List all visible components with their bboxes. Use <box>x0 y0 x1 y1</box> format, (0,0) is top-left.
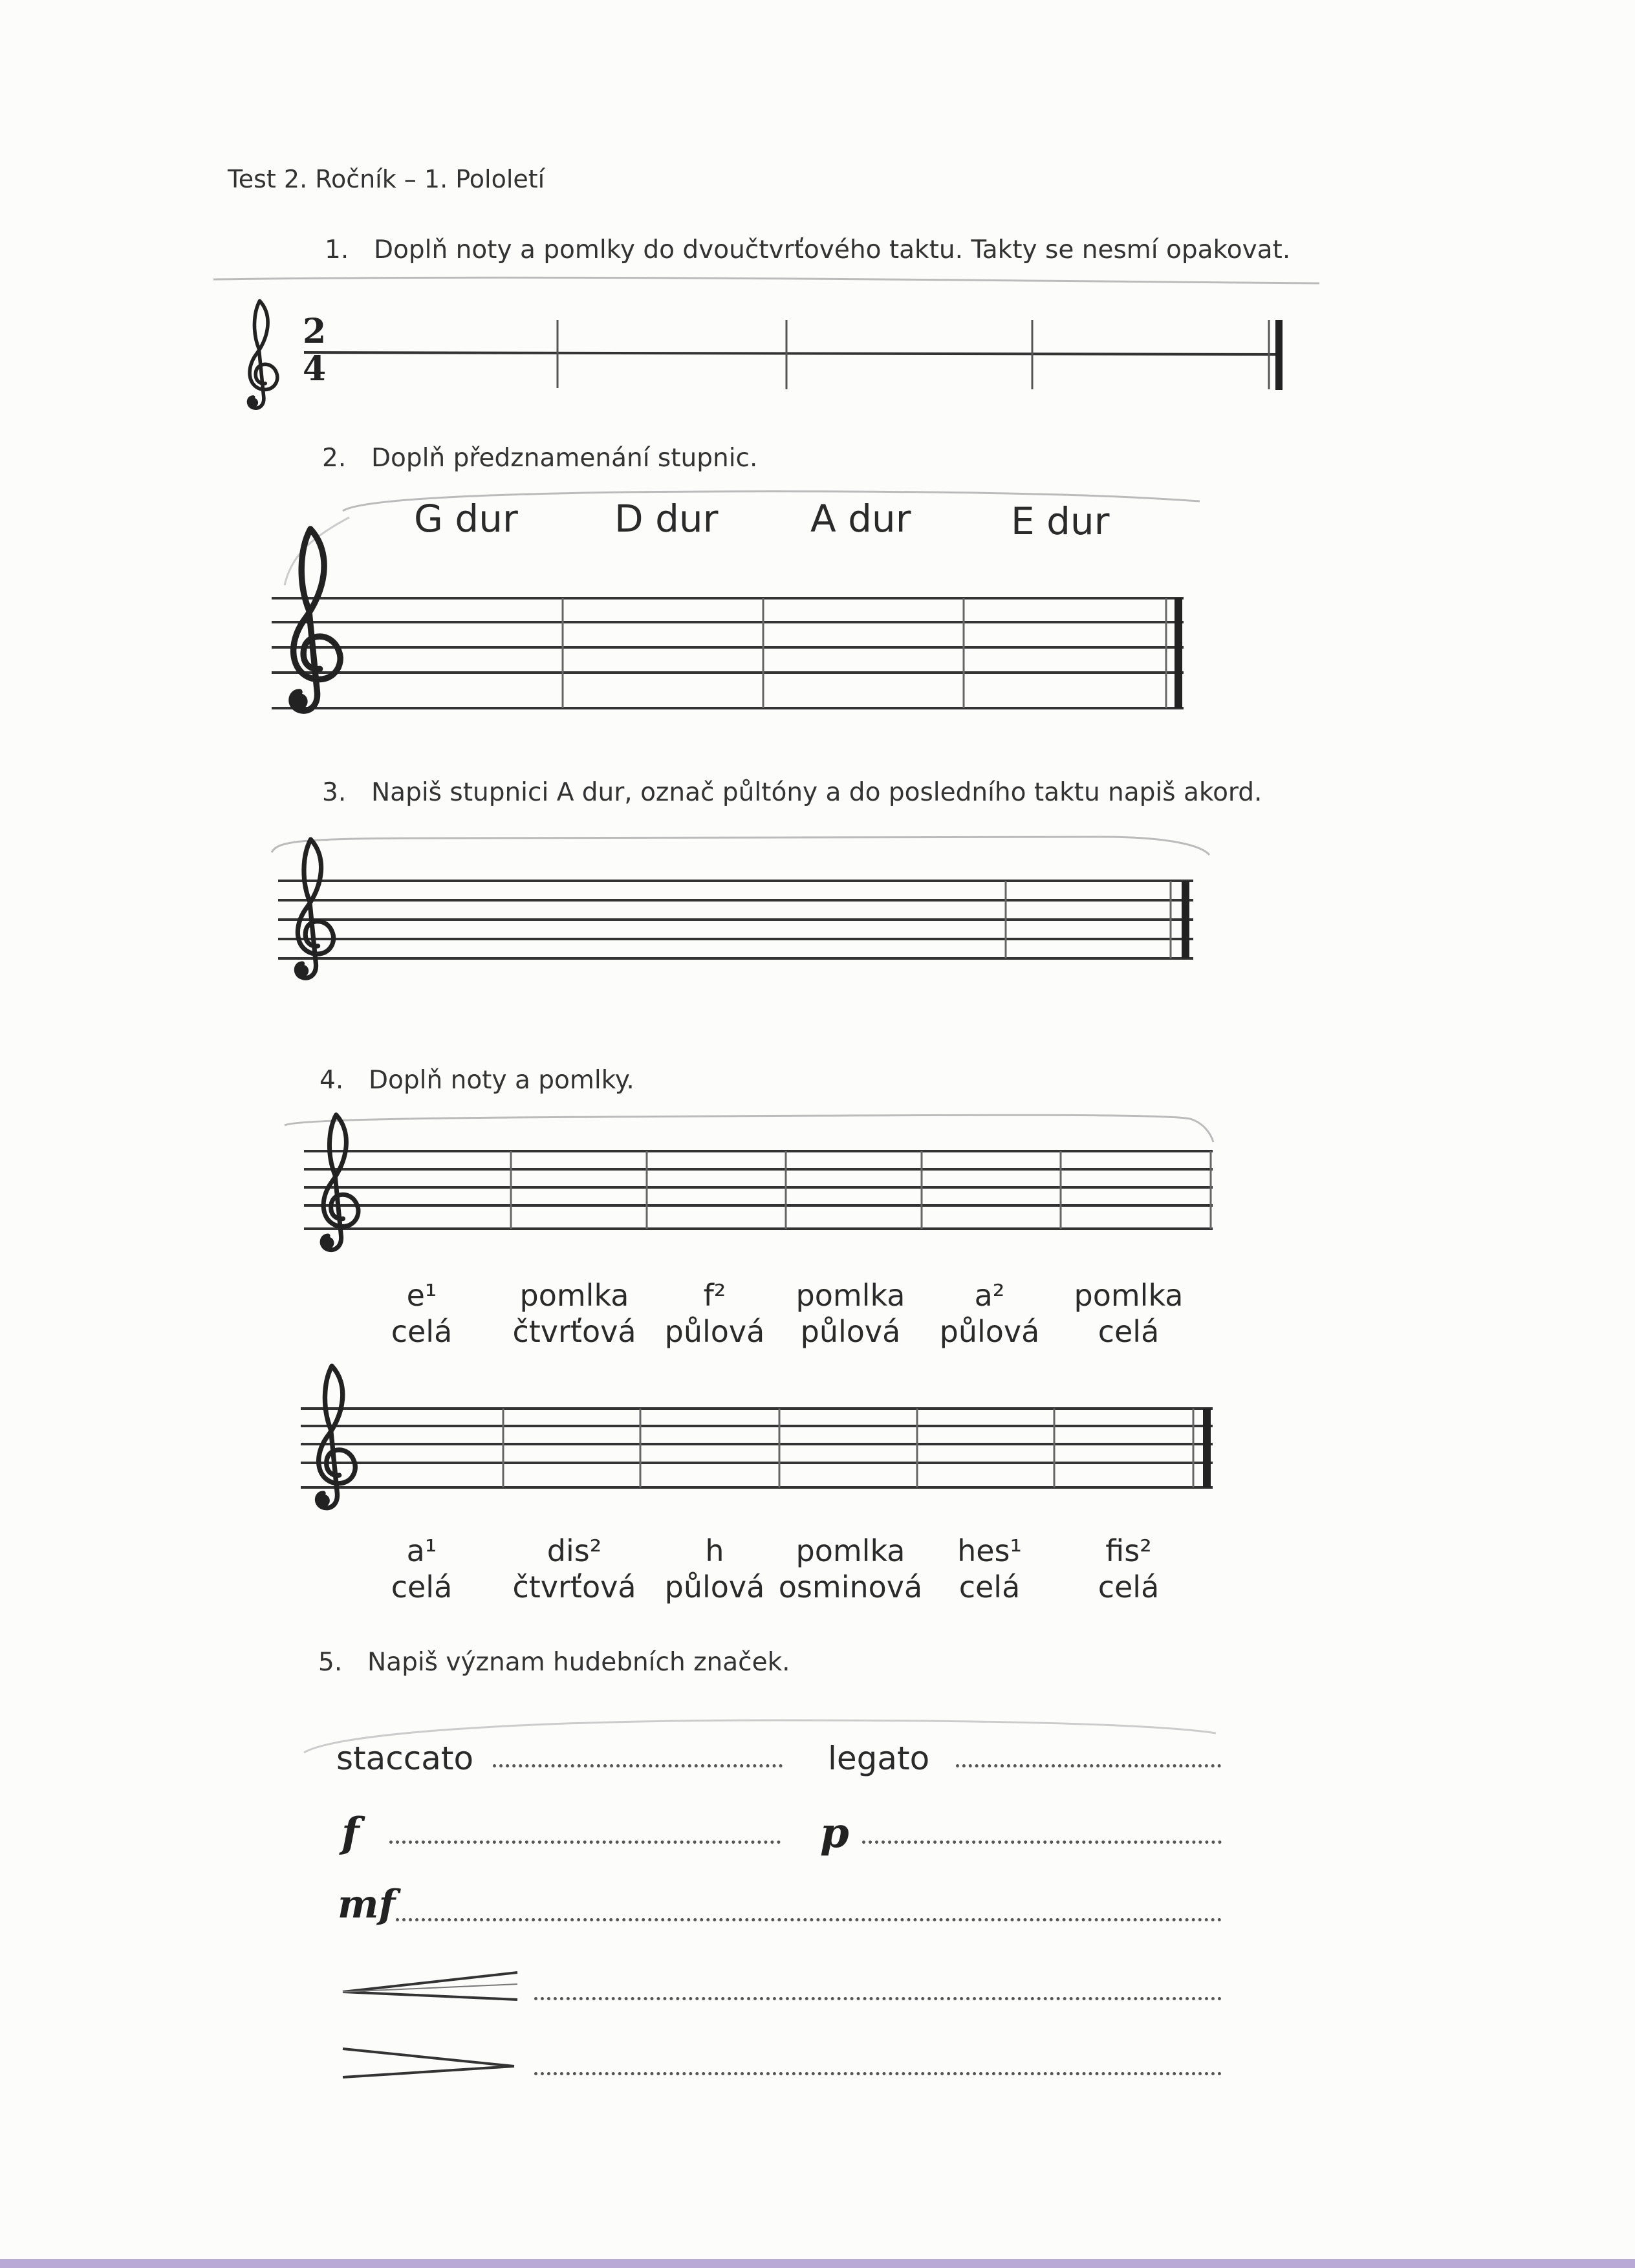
q3-text: Napiš stupnici A dur, označ půltóny a do posledního taktu napiš akord. <box>371 778 1262 807</box>
crescendo-answer-line[interactable] <box>534 1997 1222 2000</box>
q4-staff-row2 <box>301 1366 1213 1508</box>
crescendo-icon <box>343 1972 517 2000</box>
piano-answer-line[interactable] <box>862 1841 1222 1844</box>
q5-text: Napiš význam hudebních značek. <box>367 1648 790 1677</box>
row1-label-5: a² půlová <box>939 1278 1040 1349</box>
staccato-answer-line[interactable] <box>493 1764 783 1767</box>
forte-symbol: f <box>341 1809 360 1857</box>
mezzoforte-symbol: mf <box>338 1882 396 1927</box>
q1-number: 1. <box>325 235 349 265</box>
staccato-label: staccato <box>336 1740 474 1777</box>
row2-label-6: fis² celá <box>1098 1533 1160 1604</box>
row1-label-2: pomlka čtvrťová <box>512 1278 636 1349</box>
q1-time-top: 2 <box>303 312 327 351</box>
q4-text: Doplň noty a pomlky. <box>369 1066 634 1095</box>
row2-label-2: dis² čtvrťová <box>512 1533 636 1604</box>
q2-text: Doplň předznamenání stupnic. <box>371 444 758 473</box>
q4-number: 4. <box>319 1066 344 1095</box>
legato-label: legato <box>828 1740 930 1777</box>
piano-symbol: p <box>820 1809 849 1857</box>
row1-label-3: f² půlová <box>664 1278 765 1349</box>
row2-label-1: a¹ celá <box>391 1533 453 1604</box>
row2-label-4: pomlka osminová <box>778 1533 923 1604</box>
scale-label-2: D dur <box>614 497 719 541</box>
scale-label-4: E dur <box>1011 499 1110 543</box>
q4-staff-row1 <box>285 1115 1213 1250</box>
legato-answer-line[interactable] <box>956 1764 1221 1767</box>
q1-text: Doplň noty a pomlky do dvoučtvrťového taktu. Takty se nesmí opakovat. <box>374 235 1291 265</box>
q1-staff <box>213 277 1319 408</box>
q5-number: 5. <box>318 1648 343 1677</box>
q1-time-bottom: 4 <box>303 349 327 389</box>
q2-number: 2. <box>322 444 347 473</box>
q3-staff <box>272 837 1209 978</box>
scale-label-3: A dur <box>810 497 911 541</box>
decrescendo-answer-line[interactable] <box>534 2072 1222 2075</box>
row2-label-5: hes¹ celá <box>957 1533 1022 1604</box>
row1-label-1: e¹ celá <box>391 1278 453 1349</box>
row1-label-4: pomlka půlová <box>796 1278 905 1349</box>
forte-answer-line[interactable] <box>389 1841 781 1844</box>
row2-label-3: h půlová <box>664 1533 765 1604</box>
scale-label-1: G dur <box>414 497 518 541</box>
row1-label-6: pomlka celá <box>1074 1278 1184 1349</box>
q1-treble-clef-icon <box>248 301 277 408</box>
mezzoforte-answer-line[interactable] <box>396 1918 1222 1921</box>
q3-number: 3. <box>322 778 347 807</box>
test-header: Test 2. Ročník – 1. Pololetí <box>228 165 545 193</box>
decrescendo-icon <box>343 2049 514 2077</box>
scan-edge-stripe <box>0 2259 1635 2268</box>
